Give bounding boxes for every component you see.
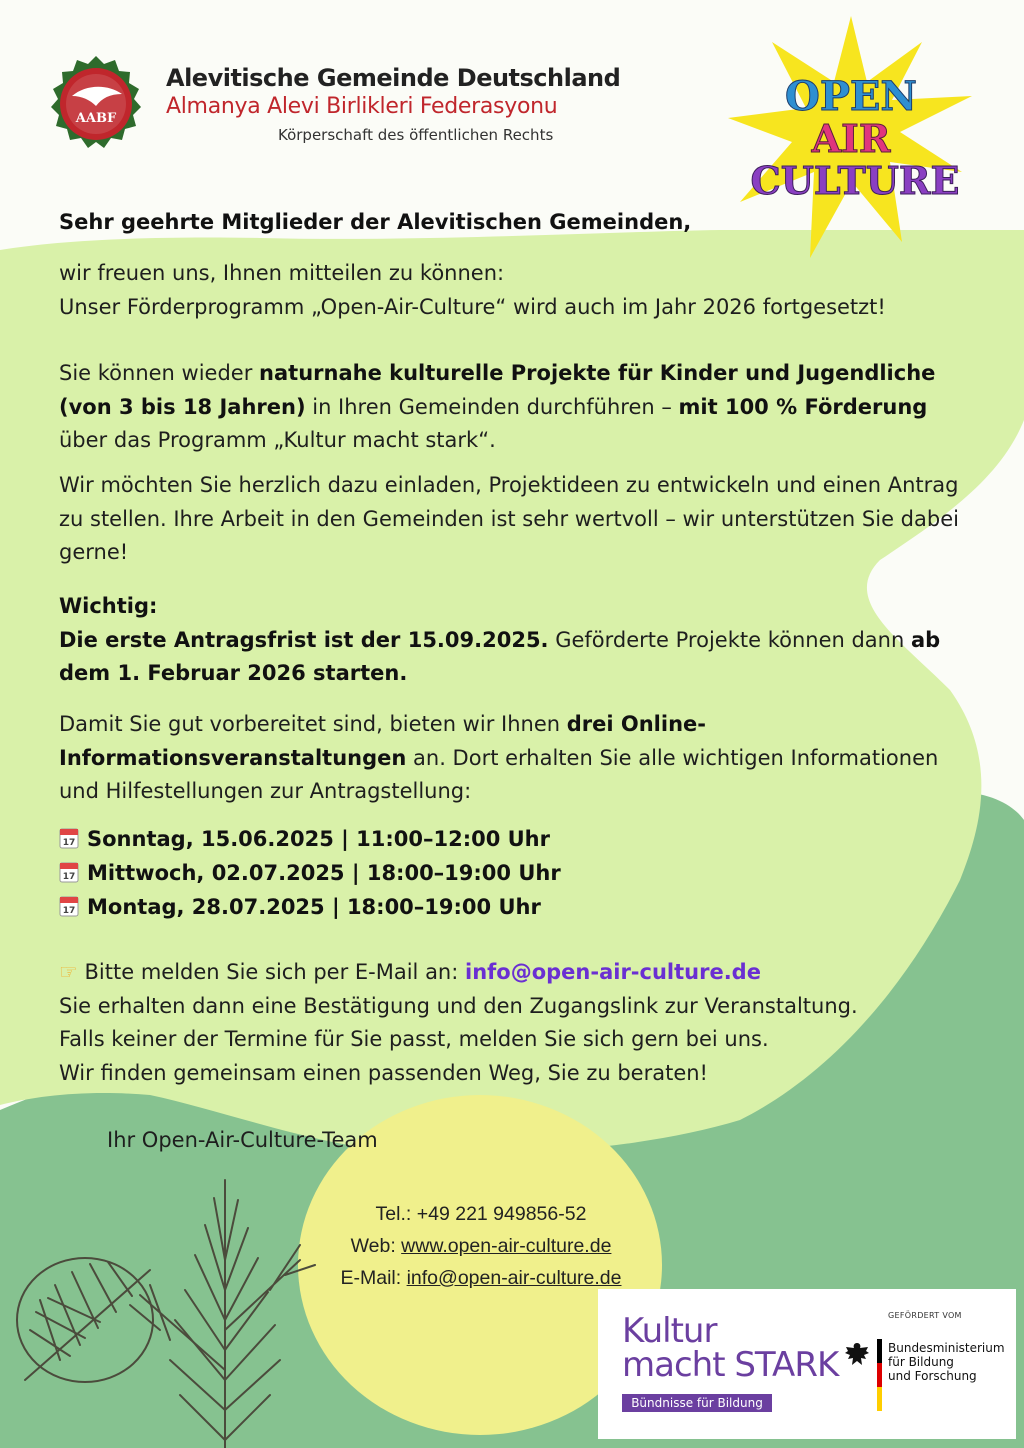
greeting: Sehr geehrte Mitglieder der Alevitischen Gemeinden, [59, 210, 692, 234]
svg-text:17: 17 [62, 906, 76, 916]
calendar-icon [59, 895, 79, 917]
contact-mail-label: E-Mail: [340, 1267, 407, 1289]
contact-block [300, 1198, 662, 1294]
svg-text:17: 17 [62, 838, 76, 848]
calendar-icon [59, 827, 79, 849]
intro-line-1: wir freuen uns, Ihnen mitteilen zu können: [59, 261, 505, 285]
kms-logo-macht-stark [622, 1345, 838, 1385]
svg-text:17: 17 [62, 872, 76, 882]
p2-highlight-projects: naturnahe kulturelle Projekte für Kinder und Jugendliche (von 3 bis 18 Jahren) [59, 361, 936, 419]
invitation-paragraph: Wir möchten Sie herzlich dazu einladen, Projektideen zu entwickeln und einen Antrag zu stellen. Ihre Arbeit in den Gemeinden ist sehr wertvoll – wir unterstützen Sie dabei gerne! [59, 473, 959, 564]
registration-line-1 [59, 956, 979, 990]
kms-logo-buendnisse: Bündnisse für Bildung [622, 1394, 772, 1412]
p5-text-c: an. Dort erhalten Sie alle wichtigen Informationen und Hilfestellungen zur Antragstellung: [59, 745, 939, 803]
deadline-text: Geförderte Projekte können dann [548, 627, 911, 652]
p2-highlight-funding: mit 100 % Förderung [678, 394, 928, 419]
event-date-3: Montag, 28.07.2025 | 18:00–19:00 Uhr [87, 895, 541, 919]
start-date-highlight: ab dem 1. Februar 2026 starten. [59, 627, 941, 685]
signature: Ihr Open-Air-Culture-Team [107, 1128, 378, 1152]
bmbf-line-2: für Bildung [888, 1355, 954, 1369]
bmbf-line-1: Bundesministerium [888, 1341, 1005, 1355]
funded-by-label: GEFÖRDERT VOM [888, 1311, 962, 1320]
event-dates-list [59, 822, 561, 924]
event-date-item [59, 856, 561, 890]
intro-line-2: Unser Förderprogramm „Open-Air-Culture“ wird auch im Jahr 2026 fortgesetzt! [59, 294, 886, 319]
oac-word-culture: CULTURE [750, 158, 960, 203]
deadline-highlight: Die erste Antragsfrist ist der 15.09.2025. [59, 627, 549, 652]
org-legal-status: Körperschaft des öffentlichen Rechts [278, 126, 554, 144]
event-date-2: Mittwoch, 02.07.2025 | 18:00–19:00 Uhr [87, 861, 561, 885]
registration-line-3: Falls keiner der Termine für Sie passt, melden Sie sich gern bei uns. [59, 1027, 769, 1051]
p2-text-c: in Ihren Gemeinden durchführen – [305, 394, 679, 419]
events-intro-paragraph [59, 708, 964, 809]
org-name-de: Alevitische Gemeinde Deutschland [166, 64, 621, 92]
registration-paragraph [59, 956, 979, 1090]
important-paragraph [59, 590, 959, 691]
contact-mail-link[interactable]: info@open-air-culture.de [406, 1267, 622, 1289]
contact-web-line [300, 1230, 662, 1262]
aabf-logo-text: AABF [75, 111, 117, 126]
contact-phone: Tel.: +49 221 949856-52 [375, 1203, 587, 1225]
federal-eagle-icon [842, 1339, 872, 1371]
p5-text-a: Damit Sie gut vorbereitet sind, bieten wir Ihnen [59, 712, 567, 736]
open-air-culture-logo [722, 12, 980, 262]
kms-logo-kultur: Kultur [622, 1311, 717, 1351]
calendar-icon [59, 861, 79, 883]
oac-word-open: OPEN [785, 73, 917, 120]
registration-line-4: Wir finden gemeinsam einen passenden Weg, Sie zu beraten! [59, 1060, 708, 1085]
bmbf-name [888, 1341, 1005, 1383]
p2-text-e: über das Programm „Kultur macht stark“. [59, 428, 496, 452]
contact-web-link[interactable]: www.open-air-culture.de [401, 1235, 612, 1257]
p5-highlight-events: drei Online-Informationsveranstaltungen [59, 712, 706, 770]
aabf-logo [46, 54, 146, 154]
org-name-tr: Almanya Alevi Birlikleri Federasyonu [166, 94, 558, 119]
kms-logo-stark: STARK [734, 1345, 839, 1385]
registration-email-link[interactable]: info@open-air-culture.de [465, 960, 761, 984]
kms-logo-macht: macht [622, 1345, 735, 1385]
event-date-item [59, 822, 561, 856]
event-date-1: Sonntag, 15.06.2025 | 11:00–12:00 Uhr [87, 827, 550, 851]
pointing-hand-icon: ☞ [59, 960, 78, 984]
bmbf-line-3: und Forschung [888, 1369, 977, 1383]
p2-text-a: Sie können wieder [59, 361, 260, 385]
sponsor-logos [598, 1289, 1016, 1439]
intro-paragraph [59, 257, 886, 324]
registration-line-2: Sie erhalten dann eine Bestätigung und den Zugangslink zur Veranstaltung. [59, 993, 858, 1018]
important-label: Wichtig: [59, 594, 158, 618]
german-flag-stripe [877, 1339, 882, 1411]
event-date-item [59, 890, 561, 924]
projects-paragraph [59, 357, 959, 458]
contact-web-label: Web: [350, 1235, 402, 1257]
oac-word-air: AIR [811, 116, 891, 161]
registration-text: Bitte melden Sie sich per E-Mail an: [84, 960, 465, 984]
